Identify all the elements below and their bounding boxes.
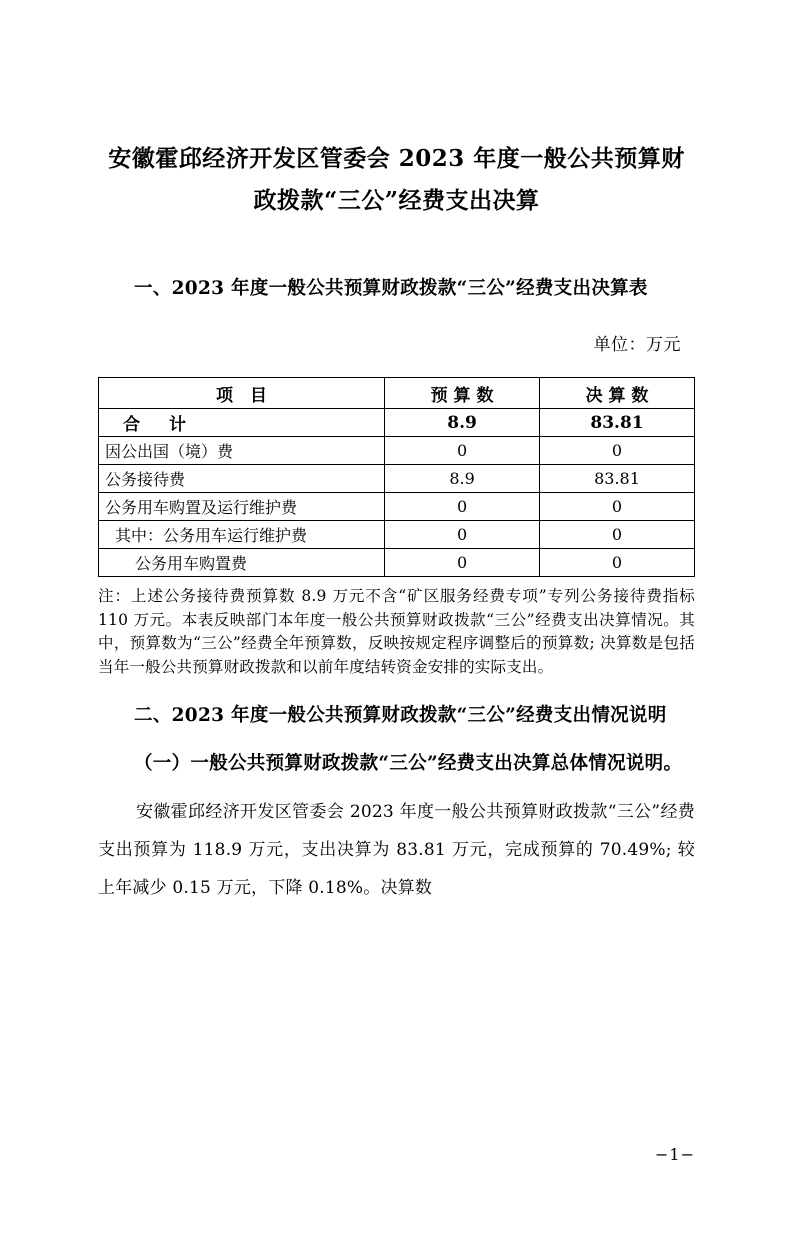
row-label: 公务接待费 bbox=[99, 465, 385, 493]
row-label: 合 计 bbox=[99, 409, 385, 437]
table-row bbox=[99, 521, 695, 549]
unit-label: 单位：万元 bbox=[593, 335, 681, 355]
section-heading-1: 一、2023 年度一般公共预算财政拨款“三公”经费支出决算表 bbox=[134, 278, 648, 299]
table-row bbox=[99, 493, 695, 521]
table-row bbox=[99, 437, 695, 465]
table-header-final: 决 算 数 bbox=[540, 378, 695, 409]
row-budget: 0 bbox=[385, 549, 540, 577]
row-label: 公务用车购置及运行维护费 bbox=[99, 493, 385, 521]
row-final: 83.81 bbox=[540, 465, 695, 493]
row-budget: 0 bbox=[385, 493, 540, 521]
subsection-heading: （一）一般公共预算财政拨款“三公”经费支出决算总体情况说明。 bbox=[134, 753, 683, 774]
three-public-expenses-table bbox=[98, 377, 695, 577]
table-header-row bbox=[99, 378, 695, 409]
table-header bbox=[99, 378, 695, 409]
body-paragraph-1: 安徽霍邱经济开发区管委会 2023 年度一般公共预算财政拨款“三公”经费支出预算为 118.9 万元，支出决算为 83.81 万元，完成预算的 70.49%; 较上年减少 0.15 万元，下降 0.18%。决算数 bbox=[98, 802, 695, 898]
table-note: 注：上述公务接待费预算数 8.9 万元不含“矿区服务经费专项”专列公务接待费指标 110 万元。本表反映部门本年度一般公共预算财政拨款“三公”经费支出决算情况。其中，预算数为“三公”经费全年预算数，反映按规定程序调整后的预算数; 决算数是包括当年一般公共预算财政拨款和以前年度结转资金安排的实际支出。 bbox=[98, 587, 695, 676]
table-row bbox=[99, 465, 695, 493]
row-label: 公务用车购置费 bbox=[99, 549, 385, 577]
table-row bbox=[99, 409, 695, 437]
row-budget: 8.9 bbox=[385, 465, 540, 493]
row-budget: 0 bbox=[385, 521, 540, 549]
table-header-budget: 预 算 数 bbox=[385, 378, 540, 409]
row-budget: 0 bbox=[385, 437, 540, 465]
row-budget: 8.9 bbox=[385, 409, 540, 437]
row-final: 0 bbox=[540, 549, 695, 577]
row-label: 因公出国（境）费 bbox=[99, 437, 385, 465]
page-title: 安徽霍邱经济开发区管委会 2023 年度一般公共预算财政拨款“三公”经费支出决算 bbox=[108, 145, 685, 214]
row-final: 83.81 bbox=[540, 409, 695, 437]
page-number: −1− bbox=[655, 1145, 695, 1164]
row-final: 0 bbox=[540, 493, 695, 521]
table-body bbox=[99, 409, 695, 577]
document-page bbox=[0, 138, 793, 1260]
table-row bbox=[99, 549, 695, 577]
table-header-item: 项 目 bbox=[99, 378, 385, 409]
row-label: 其中：公务用车运行维护费 bbox=[99, 521, 385, 549]
row-final: 0 bbox=[540, 521, 695, 549]
section-heading-2: 二、2023 年度一般公共预算财政拨款“三公”经费支出情况说明 bbox=[134, 705, 667, 726]
row-final: 0 bbox=[540, 437, 695, 465]
